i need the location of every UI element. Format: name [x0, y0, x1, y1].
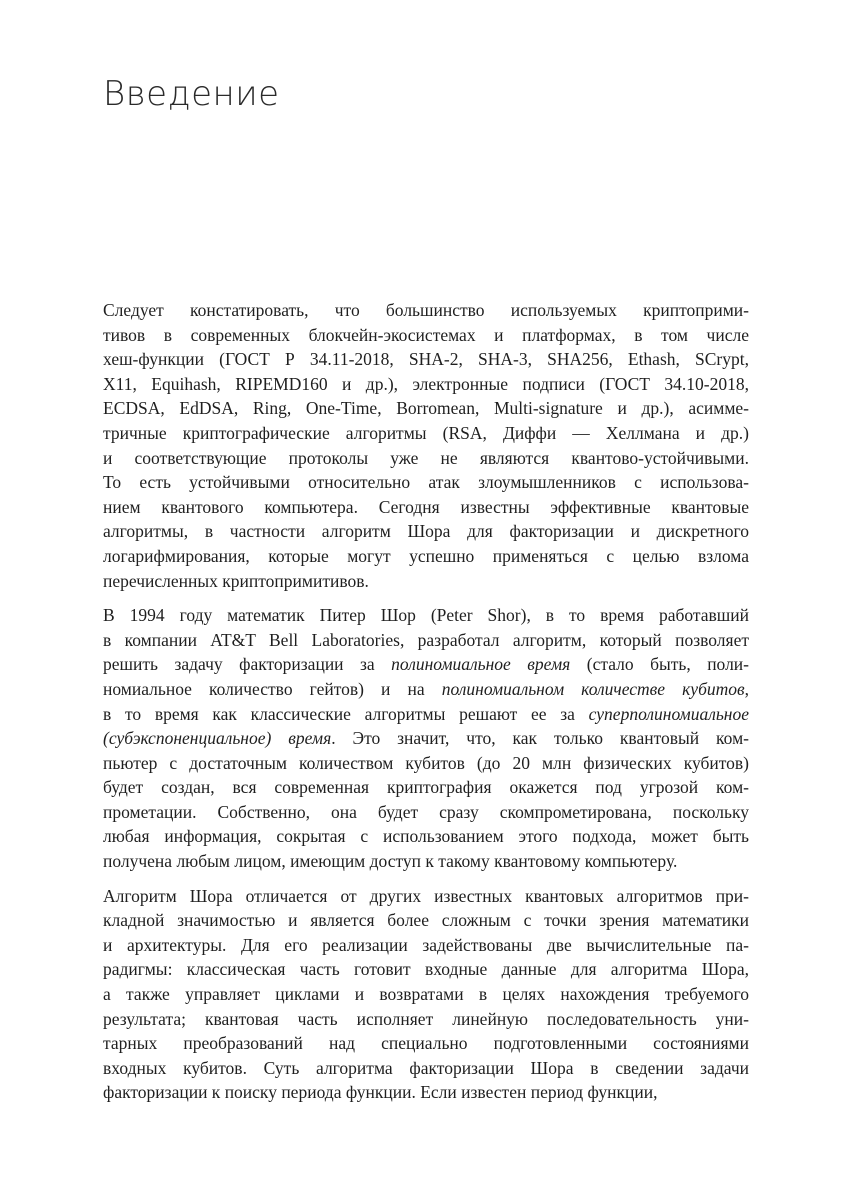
text-line: [103, 470, 749, 495]
text-segment: ECDSA, EdDSA, Ring, One-Time, Borromean, Multi-signature и др.), асимме-: [103, 398, 749, 419]
italic-term: (субэкспоненциальное) время: [103, 728, 332, 749]
italic-term: суперполиномиальное: [588, 703, 749, 724]
text-segment: в то время как классические алгоритмы решают ее за: [103, 703, 589, 724]
text-segment: тивов в современных блокчейн-экосистемах и платформах, в том числе: [103, 324, 749, 345]
text-segment: и архитектуры. Для его реализации задействованы две вычислительные па-: [103, 934, 749, 955]
text-line: [103, 908, 749, 933]
text-line: [103, 298, 749, 323]
text-line: [103, 628, 749, 653]
text-segment: получена любым лицом, имеющим доступ к такому квантовому компьютеру.: [103, 851, 678, 872]
text-line: [103, 751, 749, 776]
text-line: [103, 726, 749, 751]
text-segment: решить задачу факторизации за: [103, 654, 392, 675]
text-line: [103, 775, 749, 800]
text-line: [103, 323, 749, 348]
text-segment: будет создан, вся современная криптография окажется под угрозой ком-: [103, 777, 749, 798]
text-line: [103, 603, 749, 628]
text-segment: Алгоритм Шора отличается от других известных квантовых алгоритмов при-: [103, 885, 749, 906]
text-segment: а также управляет циклами и возвратами в целях нахождения требуемого: [103, 984, 749, 1005]
text-line: [103, 800, 749, 825]
text-segment: прометации. Собственно, она будет сразу скомпрометирована, поскольку: [103, 801, 749, 822]
text-segment: входных кубитов. Суть алгоритма факторизации Шора в сведении задачи: [103, 1057, 749, 1078]
text-line: [103, 495, 749, 520]
text-segment: алгоритмы, в частности алгоритм Шора для факторизации и дискретного: [103, 521, 749, 542]
text-segment: перечисленных криптопримитивов.: [103, 570, 369, 591]
text-segment: ,: [744, 678, 749, 699]
paragraph: [103, 884, 749, 1105]
text-line: [103, 1007, 749, 1032]
text-segment: То есть устойчивыми относительно атак злоумышленников с использова-: [103, 472, 749, 493]
italic-term: полиномиальном количестве кубитов: [441, 678, 745, 699]
text-segment: тричные криптографические алгоритмы (RSA, Диффи — Хеллмана и др.): [103, 422, 749, 443]
chapter-title: Введение: [103, 74, 280, 114]
text-segment: кладной значимостью и является более сложным с точки зрения математики: [103, 910, 749, 931]
text-line: [103, 421, 749, 446]
text-segment: и соответствующие протоколы уже не являются квантово-устойчивыми.: [103, 447, 749, 468]
text-line: [103, 1056, 749, 1081]
paragraph: [103, 298, 749, 593]
text-segment: результата; квантовая часть исполняет линейную последовательность уни-: [103, 1008, 749, 1029]
text-segment: нием квантового компьютера. Сегодня известны эффективные квантовые: [103, 496, 749, 517]
text-line: [103, 652, 749, 677]
body-text: [103, 298, 749, 1115]
text-line: [103, 933, 749, 958]
text-line: [103, 544, 749, 569]
text-segment: любая информация, сокрытая с использованием этого подхода, может быть: [103, 826, 749, 847]
italic-term: полиномиальное время: [391, 654, 571, 675]
text-line: [103, 569, 749, 594]
text-segment: номиальное количество гейтов) и на: [103, 678, 442, 699]
text-segment: тарных преобразований над специально подготовленными состояниями: [103, 1033, 749, 1054]
text-segment: хеш-функции (ГОСТ Р 34.11-2018, SHA-2, SHA-3, SHA256, Ethash, SCrypt,: [103, 349, 749, 370]
text-line: [103, 702, 749, 727]
text-segment: (стало быть, поли-: [570, 654, 749, 675]
text-segment: X11, Equihash, RIPEMD160 и др.), электронные подписи (ГОСТ 34.10-2018,: [103, 373, 749, 394]
text-line: [103, 519, 749, 544]
text-segment: . Это значит, что, как только квантовый ком-: [331, 728, 749, 749]
text-segment: Следует констатировать, что большинство используемых криптоприми-: [103, 300, 749, 320]
text-line: [103, 849, 749, 874]
paragraph: [103, 603, 749, 874]
text-line: [103, 347, 749, 372]
text-line: [103, 824, 749, 849]
text-line: [103, 1080, 749, 1105]
text-segment: факторизации к поиску периода функции. Если известен период функции,: [103, 1082, 658, 1103]
text-segment: логарифмирования, которые могут успешно применяться с целью взлома: [103, 545, 749, 566]
text-line: [103, 396, 749, 421]
text-line: [103, 957, 749, 982]
text-line: [103, 982, 749, 1007]
text-line: [103, 1031, 749, 1056]
text-line: [103, 677, 749, 702]
text-line: [103, 446, 749, 471]
text-segment: пьютер с достаточным количеством кубитов (до 20 млн физических кубитов): [103, 752, 749, 773]
text-segment: В 1994 году математик Питер Шор (Peter Shor), в то время работавший: [103, 605, 749, 626]
text-line: [103, 884, 749, 909]
text-segment: в компании AT&T Bell Laboratories, разработал алгоритм, который позволяет: [103, 629, 749, 650]
text-line: [103, 372, 749, 397]
text-segment: радигмы: классическая часть готовит входные данные для алгоритма Шора,: [103, 959, 749, 980]
